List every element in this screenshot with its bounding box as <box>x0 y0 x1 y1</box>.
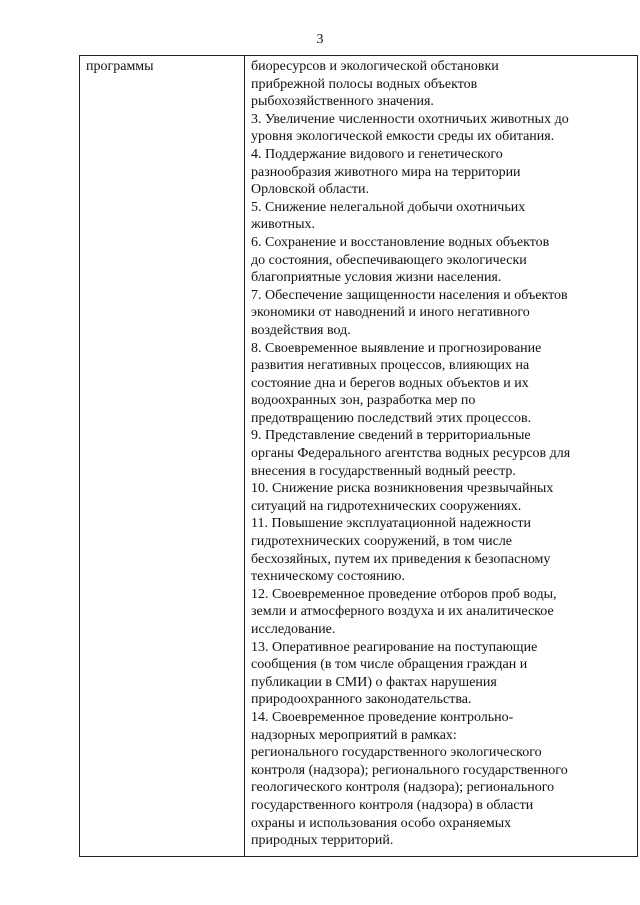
content-line: ситуаций на гидротехнических сооружениях. <box>251 498 522 514</box>
content-line: водоохранных зон, разработка мер по <box>251 393 476 409</box>
content-line: развития негативных процессов, влияющих на <box>251 358 530 374</box>
content-text <box>251 58 633 850</box>
content-line: предотвращению последствий этих процессов. <box>251 410 532 426</box>
content-line: контроля (надзора); регионального государственного <box>251 762 568 778</box>
content-line: животных. <box>251 217 316 233</box>
program-table <box>79 55 638 857</box>
content-line: 5. Снижение нелегальной добычи охотничьих <box>251 199 526 215</box>
content-line: природоохранного законодательства. <box>251 692 472 708</box>
content-line: техническому состоянию. <box>251 569 405 585</box>
content-line: 7. Обеспечение защищенности населения и объектов <box>251 287 568 303</box>
content-line: 8. Своевременное выявление и прогнозирование <box>251 340 542 356</box>
content-line: 11. Повышение эксплуатационной надежности <box>251 516 531 532</box>
content-line: экономики от наводнений и иного негативного <box>251 305 530 321</box>
content-line: 14. Своевременное проведение контрольно- <box>251 709 514 725</box>
page-number: 3 <box>316 32 324 47</box>
content-line: Орловской области. <box>251 182 370 198</box>
content-line: 3. Увеличение численности охотничьих животных до <box>251 111 569 127</box>
content-line: биоресурсов и экологической обстановки <box>251 59 499 74</box>
content-line: 6. Сохранение и восстановление водных объектов <box>251 234 550 250</box>
content-line: 4. Поддержание видового и генетического <box>251 146 503 162</box>
table-row <box>80 56 638 857</box>
content-line: регионального государственного экологического <box>251 745 542 761</box>
content-line: бесхозяйных, путем их приведения к безопасному <box>251 551 551 567</box>
content-line: геологического контроля (надзора); регионального <box>251 780 555 796</box>
content-line: 13. Оперативное реагирование на поступающие <box>251 639 538 655</box>
content-line: 9. Представление сведений в территориальные <box>251 428 531 444</box>
content-line: прибрежной полосы водных объектов <box>251 76 478 92</box>
content-line: сообщения (в том числе обращения граждан и <box>251 657 528 673</box>
content-line: исследование. <box>251 622 336 637</box>
content-line: органы Федерального агентства водных ресурсов для <box>251 446 571 462</box>
content-line: благоприятные условия жизни населения. <box>251 270 502 286</box>
content-line: публикации в СМИ) о фактах нарушения <box>251 674 497 690</box>
row-label: программы <box>86 59 154 74</box>
content-line: рыбохозяйственного значения. <box>251 94 434 110</box>
content-line: 12. Своевременное проведение отборов проб воды, <box>251 586 557 602</box>
content-line: природных территорий. <box>251 833 394 849</box>
content-line: 10. Снижение риска возникновения чрезвычайных <box>251 481 554 497</box>
label-cell <box>80 56 245 857</box>
content-line: надзорных мероприятий в рамках: <box>251 727 457 743</box>
content-line: государственного контроля (надзора) в области <box>251 797 534 813</box>
content-line: земли и атмосферного воздуха и их аналитическое <box>251 604 554 620</box>
content-line: состояние дна и берегов водных объектов и их <box>251 375 529 391</box>
content-line: воздействия вод. <box>251 322 351 338</box>
content-line: разнообразия животного мира на территории <box>251 164 521 180</box>
content-line: гидротехнических сооружений, в том числе <box>251 534 513 550</box>
content-line: охраны и использования особо охраняемых <box>251 815 512 831</box>
content-line: уровня экологической емкости среды их обитания. <box>251 129 555 145</box>
content-line: до состояния, обеспечивающего экологически <box>251 252 527 268</box>
content-line: внесения в государственный водный реестр. <box>251 463 516 479</box>
content-cell <box>245 56 638 857</box>
